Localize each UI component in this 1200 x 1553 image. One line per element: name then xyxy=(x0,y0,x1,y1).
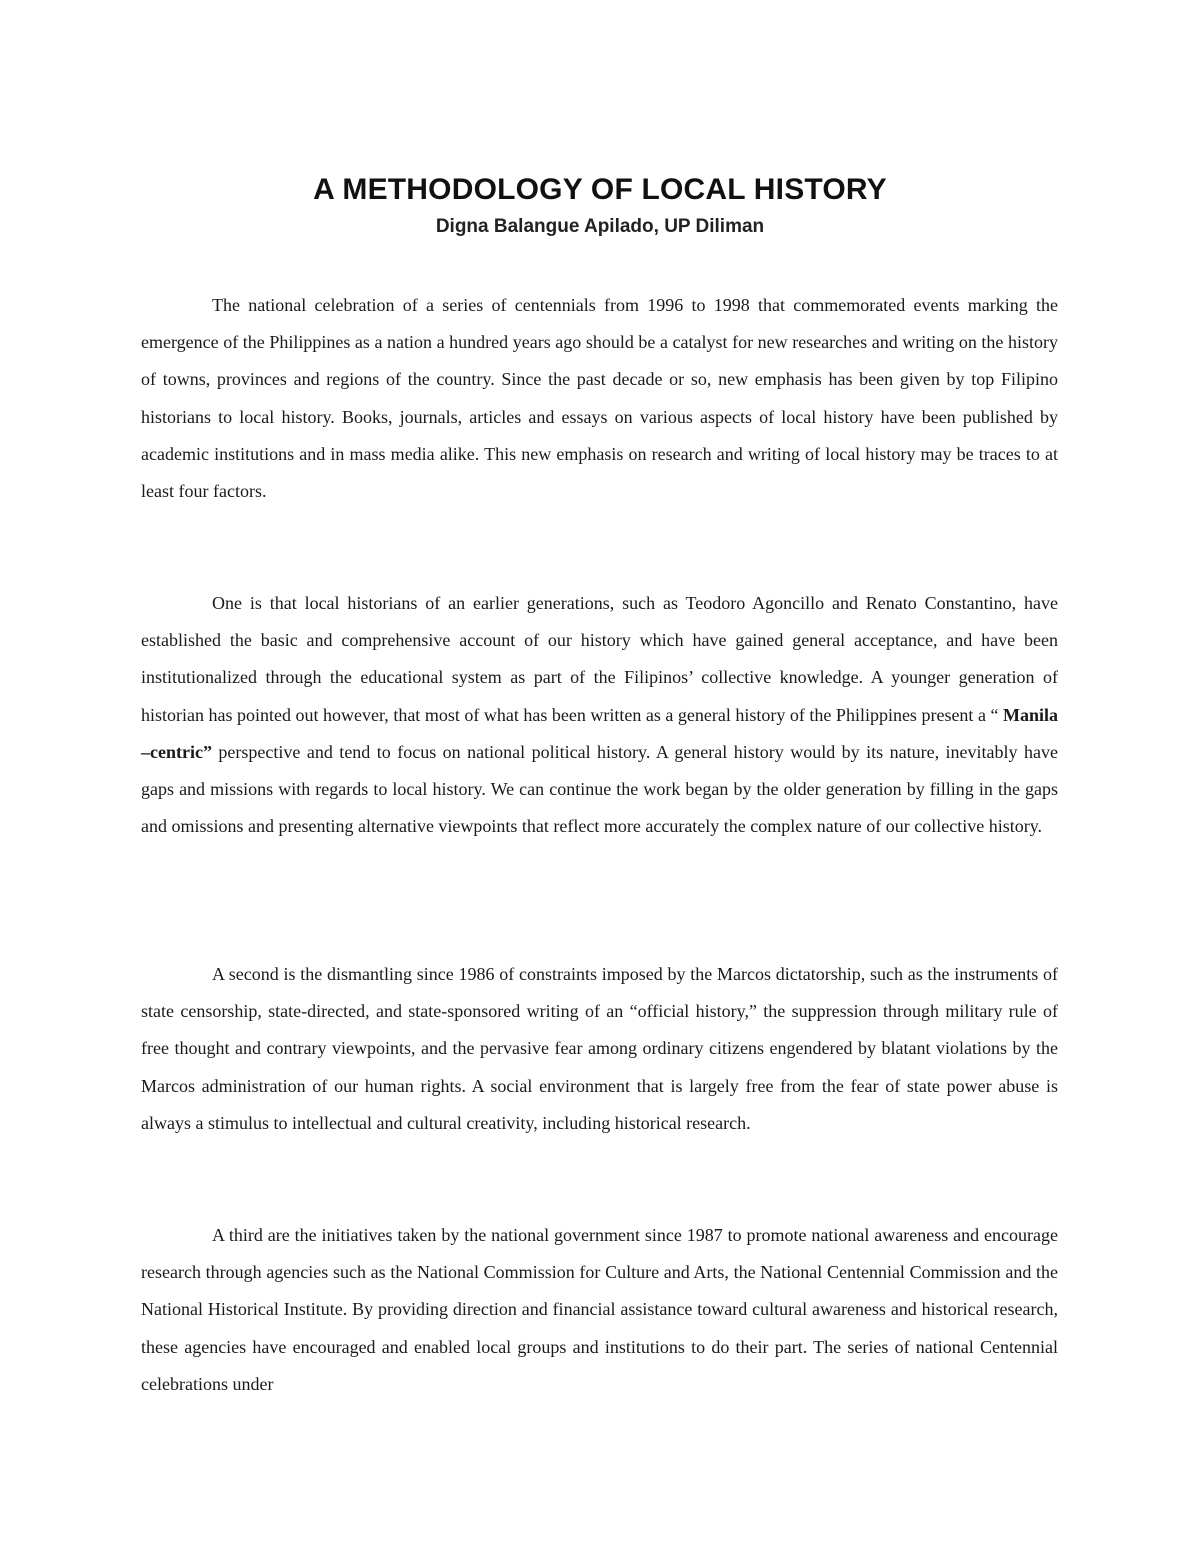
document-title: A METHODOLOGY OF LOCAL HISTORY xyxy=(313,173,887,206)
paragraph-2 xyxy=(141,585,1058,845)
paragraph-4: A third are the initiatives taken by the national government since 1987 to promote national awareness and encourage research through agencies such as the National Commission for Culture and Arts, the National Centennial Commission and the National Historical Institute. By providing direction and financial assistance toward cultural awareness and historical research, these agencies have encouraged and enabled local groups and institutions to do their part. The series of national Centennial celebrations under xyxy=(141,1225,1058,1394)
paragraph-2-text-before: One is that local historians of an earlier generations, such as Teodoro Agoncillo and Renato Constantino, have established the basic and comprehensive account of our history which have gained general acceptance, and have been institutionalized through the educational system as part of the Filipinos’ collective knowledge. A younger generation of historian has pointed out however, that most of what has been written as a general history of the Philippines present a “ xyxy=(141,593,1058,725)
paragraph-3: A second is the dismantling since 1986 of constraints imposed by the Marcos dictatorship, such as the instruments of state censorship, state-directed, and state-sponsored writing of an “official history,” the suppression through military rule of free thought and contrary viewpoints, and the pervasive fear among ordinary citizens engendered by blatant violations by the Marcos administration of our human rights. A social environment that is largely free from the fear of state power abuse is always a stimulus to intellectual and cultural creativity, including historical research. xyxy=(141,964,1058,1133)
author-line: Digna Balangue Apilado, UP Diliman xyxy=(435,216,765,237)
paragraph-2-emphasis: Manila –centric” xyxy=(141,704,1058,762)
paragraph-2-text-after: perspective and tend to focus on national political history. A general history would by its nature, inevitably have gaps and missions with regards to local history. We can continue the work began by the older generation by filling in the gaps and omissions and presenting alternative viewpoints that reflect more accurately the complex nature of our collective history. xyxy=(141,741,1058,837)
paragraph-1: The national celebration of a series of centennials from 1996 to 1998 that commemorated events marking the emergence of the Philippines as a nation a hundred years ago should be a catalyst for new researches and writing on the history of towns, provinces and regions of the country. Since the past decade or so, new emphasis has been given by top Filipino historians to local history. Books, journals, articles and essays on various aspects of local history have been published by academic institutions and in mass media alike. This new emphasis on research and writing of local history may be traces to at least four factors. xyxy=(141,295,1058,502)
